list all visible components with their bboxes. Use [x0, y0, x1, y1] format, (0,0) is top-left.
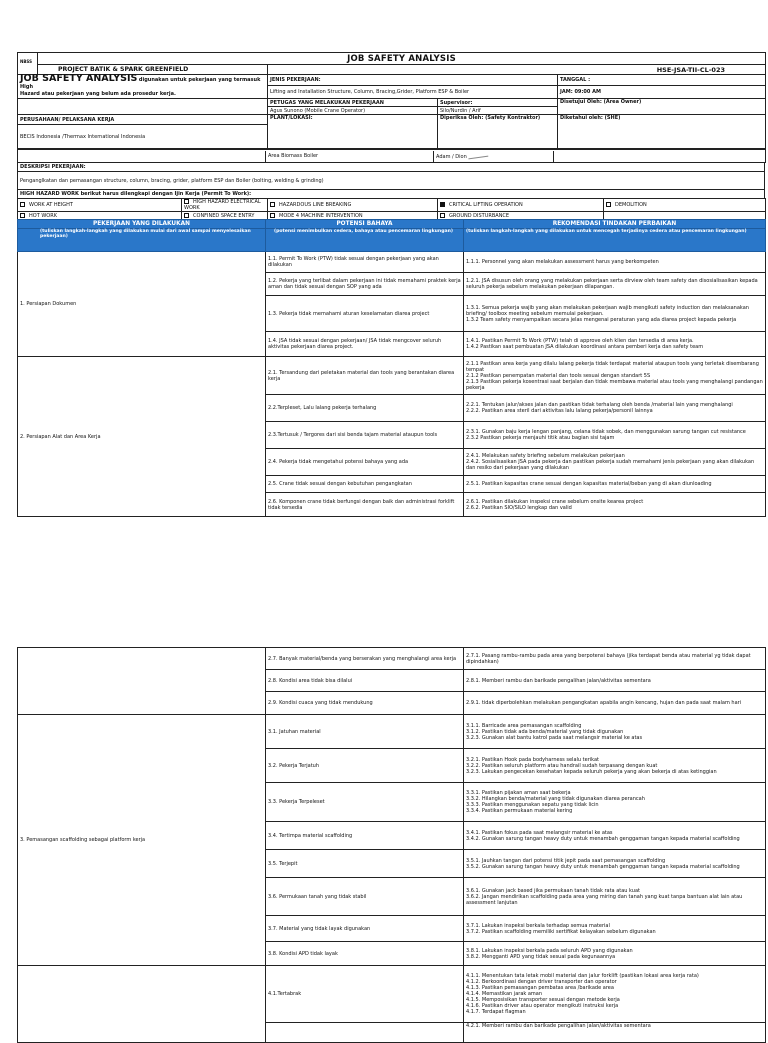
hazard-cell: 3.1. Jatuhan material — [266, 715, 464, 749]
column-subheader-pekerjaan: (tuliskan langkah-langkah yang dilakukan mulai dari awal sampai menyelesaikan pekerjaan) — [18, 229, 266, 252]
perusahaan-label: PERUSAHAAN/ PELAKSANA KERJA — [18, 115, 268, 125]
checkbox-icon[interactable] — [20, 213, 25, 218]
hazard-cell: 2.1. Tersandung dari peletakan material dan tools yang berantakan diarea kerja — [266, 357, 464, 395]
recommendation-cell: 3.8.1. Lakukan inspeksi berkala pada seluruh APD yang digunakan 3.8.2. Mengganti APD yang tidak sesuai pada kegunaannya — [464, 942, 766, 966]
plant-value: Area Biomass Boiler — [266, 151, 434, 163]
hazard-cell: 2.4. Pekerja tidak mengetahui potensi bahaya yang ada — [266, 449, 464, 476]
checkbox-checked-icon[interactable] — [440, 202, 445, 207]
jenis-pekerjaan-value: Lifting and Installation Structure, Column, Bracing,Grider, Platform ESP & Boiler — [268, 85, 558, 98]
hazard-cell: 3.5. Terjepit — [266, 850, 464, 878]
recommendation-cell: 2.5.1. Pastikan kapasitas crane sesuai dengan kapasitas material/beban yang di akan diunloading — [464, 476, 766, 493]
plant-label: PLANT/LOKASI: — [270, 115, 313, 121]
hazard-hot-work[interactable]: HOT WORK — [18, 212, 182, 220]
step-name: 1. Persiapan Dokumen — [18, 252, 266, 357]
analysis-table-page-2 — [17, 647, 766, 1043]
petugas-label: PETUGAS YANG MELAKUKAN PEKERJAAN — [268, 99, 438, 107]
hazard-cell — [266, 1023, 464, 1043]
hazard-cell: 2.8. Kondisi area tidak bisa dilalui — [266, 670, 464, 692]
petugas-value: Agus Sunono (Mobile Crane Operator) — [268, 107, 438, 115]
jsa-page-1 — [17, 52, 765, 535]
hazard-cell: 1.3. Pekerja tidak memahami aturan keselamatan diarea project — [266, 296, 464, 332]
hazard-cell: 3.8. Kondisi APD tidak layak — [266, 942, 464, 966]
hazard-cell: 1.4. JSA tidak sesuai dengan pekerjaan/ JSA tidak mengcover seluruh aktivitas pekerjaan diarea project. — [266, 332, 464, 357]
recommendation-cell: 3.4.1. Pastikan fokus pada saat melangsir material ke atas 3.4.2. Gunakan sarung tangan heavy duty untuk menambah genggaman tangan kepada material scaffolding — [464, 822, 766, 850]
checkbox-icon[interactable] — [184, 199, 189, 204]
jsa-page-2 — [17, 647, 765, 1029]
step-name: 3. Pemasangan scaffolding sebagai platform kerja — [18, 715, 266, 966]
recommendation-cell: 2.7.1. Pasang rambu-rambu pada area yang berpotensi bahaya (jika terdapat benda atau material yg tidak dapat dipindahkan) — [464, 648, 766, 670]
recommendation-cell: 2.6.1. Pastikan dilakukan inspeksi crane sebelum onsite kearea project 2.6.2. Pastikan SIO/SILO lengkap dan valid — [464, 493, 766, 517]
jam-label: JAM: 09:00 AM — [558, 85, 766, 98]
hazard-cell: 1.2. Pekerja yang terlibat dalam pekerjaan ini tidak memahami praktek kerja aman dan tidak sesuai dengan SOP yang ada — [266, 273, 464, 296]
perusahaan-value: BECIS Indonesia /Thermax International Indonesia — [18, 125, 268, 149]
recommendation-cell: 2.3.1. Gunakan baju kerja lengan panjang, celana tidak sobek, dan menggunakan sarung tangan cut resistance 2.3.2 Pastikan pekerja menjauhi titik atau bagian sisi tajam — [464, 422, 766, 449]
company-logo: NBSS — [18, 53, 38, 75]
recommendation-cell: 3.6.1. Gunakan jack based jika permukaan tanah tidak rata atau kuat 3.6.2. Jangan mendirikan scaffolding pada area yang miring dan tanah yang kuat tanpa bantuan alat lain atau assessment lanjutan — [464, 878, 766, 916]
hazard-cell: 3.2. Pekerja Terjatuh — [266, 749, 464, 783]
checkbox-icon[interactable] — [184, 213, 189, 218]
hazard-cell: 2.2.Terpleset, Lalu lalang pekerja terhalang — [266, 395, 464, 422]
hazard-cell: 3.7. Material yang tidak layak digunakan — [266, 916, 464, 942]
hazard-cell: 2.3.Tertusuk / Tergores dari sisi benda tajam material ataupun tools — [266, 422, 464, 449]
checkbox-icon[interactable] — [440, 213, 445, 218]
hazard-cell: 2.5. Crane tidak sesuai dengan kebutuhan pengangkatan — [266, 476, 464, 493]
hazard-cell: 3.3. Pekerja Terpeleset — [266, 783, 464, 822]
hazard-electrical[interactable]: HIGH HAZARD ELECTRICAL WORK — [182, 199, 268, 212]
recommendation-cell: 1.3.1. Semua pekerja wajib yang akan melakukan pekerjaan wajib mengikuti safety induction dan melaksanakan briefing/ toolbox meeting sebelum memulai pekerjaan. 1.3.2 Team safety menyampaikan secara jelas mengenai peraturan yang ada diarea project kepada pekerja — [464, 296, 766, 332]
hazard-cell: 3.6. Permukaan tanah yang tidak stabil — [266, 878, 464, 916]
checkbox-icon[interactable] — [270, 213, 275, 218]
recommendation-cell: 2.8.1. Memberi rambu dan barikade pengalihan jalan/aktivitas sementara — [464, 670, 766, 692]
column-header-potensi: POTENSI BAHAYA — [266, 220, 464, 229]
column-subheader-potensi: (potensi menimbulkan cedera, bahaya atau pencemaran lingkungan) — [266, 229, 464, 252]
document-number: HSE-JSA-TII-CL-023 — [268, 65, 766, 75]
hazard-line-breaking[interactable]: HAZARDOUS LINE BREAKING — [268, 199, 438, 212]
disetujui-label: Disetujui Oleh: (Area Owner) — [558, 99, 766, 115]
tanggal-label: TANGGAL : — [558, 75, 766, 86]
hazard-cell: 2.7. Banyak material/benda yang berserakan yang menghalangi area kerja — [266, 648, 464, 670]
recommendation-cell: 3.5.1. Jauhkan tangan dari potensi titik jepit pada saat pemasangan scaffolding 3.5.2. Gunakan sarung tangan heavy duty untuk menambah genggaman tangan kepada material scaffolding — [464, 850, 766, 878]
supervisor-value: Silo/Nurdin / Arif — [438, 107, 558, 115]
hazard-confined-space[interactable]: CONFINED SPACE ENTRY — [182, 212, 268, 220]
document-title: JOB SAFETY ANALYSIS — [38, 53, 766, 65]
hazard-cell: 1.1. Permit To Work (PTW) tidak sesuai dengan pekerjaan yang akan dilakukan — [266, 252, 464, 273]
checkbox-icon[interactable] — [270, 202, 275, 207]
deskripsi-value: Penganglkatan dan pemasangan structure, column, bracing, grider, platform ESP dan Boiler (bolting, welding & grinding) — [18, 172, 765, 190]
step-name — [18, 648, 266, 715]
hazard-cell: 2.6. Komponen crane tidak berfungsi dengan baik dan administrasi forklift tidak tersedia — [266, 493, 464, 517]
recommendation-cell: 3.3.1. Pastikan pijakan aman saat bekerja 3.3.2. Hilangkan benda/material yang tidak digunakan diarea perancah 3.3.3. Pastikan menggunakan sepatu yang tidak licin 3.3.4. Pastikan permukaan material kering — [464, 783, 766, 822]
recommendation-cell: 4.2.1. Memberi rambu dan barikade pengalihan jalan/aktivitas sementara — [464, 1023, 766, 1043]
recommendation-cell: 2.1.1 Pastikan area kerja yang dilalu lalang pekerja tidak terdapat material ataupun tools yang terletak disembarang tempat 2.1.2 Pastikan penempatan material dan tools sesuai dengan standart 5S 2.1.3 Pastikan pekerja kosentrasi saat berjalan dan tidak membawa material atau tools yang menghalangi pandangan pekerja — [464, 357, 766, 395]
hazard-critical-lifting[interactable]: CRITICAL LIFTING OPERATION — [438, 199, 604, 212]
checkbox-icon[interactable] — [606, 202, 611, 207]
step-name — [18, 966, 266, 1043]
hazard-machine-intervention[interactable]: MODE 4 MACHINE INTERVENTION — [268, 212, 438, 220]
recommendation-cell: 3.2.1. Pastikan Hook pada bodyharness selalu terikat 3.2.2. Pastikan seluruh platform atau handrail sudah terpasang dengan kuat 3.2.3. Lakukan pengecekan kesehatan kepada seluruh pekerja yang akan bekerja di atas ketinggian — [464, 749, 766, 783]
recommendation-cell: 1.2.1. JSA disusun oleh orang yang melakukan pekerjaan serta dirview oleh team safety dan disosialisasikan kepada seluruh pekerja sebelum melakukan pekerjaan dilapangan. — [464, 273, 766, 296]
diperiksa-label: Diperiksa Oleh: (Safety Kontraktor) — [440, 115, 541, 121]
diketahui-label: Diketahui oleh: (SHE) — [560, 115, 621, 121]
high-hazard-work-label: HIGH HAZARD WORK berikut harus dilengkapi dengan Ijin Kerja (Permit To Work): — [18, 190, 765, 199]
jenis-pekerjaan-label: JENIS PEKERJAAN: — [268, 75, 558, 86]
recommendation-cell: 1.1.1. Personnel yang akan melakukan assessment harus yang berkompeten — [464, 252, 766, 273]
recommendation-cell: 3.7.1. Lakukan inspeksi berkala terhadap semua material 3.7.2. Pastikan scaffolding memiliki sertifikat kelayakan sebelum digunakan — [464, 916, 766, 942]
step-name: 2. Persiapan Alat dan Area Kerja — [18, 357, 266, 517]
signature-mark — [468, 151, 489, 160]
project-name: PROJECT BATIK & SPARK GREENFIELD — [38, 65, 268, 75]
recommendation-cell: 3.1.1. Barricade area pemasangan scaffolding 3.1.2. Pastikan tidak ada benda/material yang tidak digunakan 3.2.3. Gunakan alat bantu katrol pada saat melangsir material ke atas — [464, 715, 766, 749]
recommendation-cell: 2.4.1. Melakukan safety briefing sebelum melakukan pekerjaan 2.4.2. Sosialisasikan JSA pada pekerja dan pastikan pekerja sudah memahami jenis pekerjaan yang akan dilakukan dan resiko dari pekerjaan yang dilakukan — [464, 449, 766, 476]
recommendation-cell: 4.1.1. Menentukan tata letak mobil material dan jalur forklift (pastikan lokasi area kerja rata) 4.1.2. Berkoordinasi dengan driver transporter dan operator 4.1.3. Pastikan pemasangan pembatas area /barikade area 4.1.4. Memastikan jarak aman 4.1.5. Memposisikan transporter sesuai dengan metode kerja 4.1.6. Pastikan driver atau operator mengikuti instruksi kerja 4.1.7. Terdapat flagman — [464, 966, 766, 1023]
recommendation-cell: 2.2.1. Tentukan jalur/akses jalan dan pastikan tidak terhalang oleh benda /material lain yang menghalangi 2.2.2. Pastikan area steril dari aktivitas lalu lalang pekerja/personil lainnya — [464, 395, 766, 422]
jsa-header-table — [17, 52, 766, 150]
hazard-cell: 2.9. Kondisi cuaca yang tidak mendukung — [266, 692, 464, 715]
deskripsi-table — [17, 162, 765, 199]
column-subheader-rekomendasi: (tuliskan langkah-langkah yang dilakukan untuk mencegah terjadinya cedera atau pencemaran lingkungan) — [464, 229, 766, 252]
hazard-cell: 4.1.Tertabrak — [266, 966, 464, 1023]
jsa-definition: JOB SAFETY ANALYSIS digunakan untuk pekerjaan yang termasuk High Hazard atau pekerjaan yang belum ada prosedur kerja. — [18, 75, 268, 99]
recommendation-cell: 2.9.1. tidak diperbolehkan melakukan pengangkatan apabila angin kencang, hujan dan pada saat malam hari — [464, 692, 766, 715]
hazard-demolition[interactable]: DEMOLITION — [604, 199, 766, 212]
column-header-rekomendasi: REKOMENDASI TINDAKAN PERBAIKAN — [464, 220, 766, 229]
hazard-cell: 3.4. Tertimpa material scaffolding — [266, 822, 464, 850]
column-header-pekerjaan: PEKERJAAN YANG DILAKUKAN — [18, 220, 266, 229]
hazard-work-at-height[interactable]: WORK AT HEIGHT — [18, 199, 182, 212]
hazard-checklist — [17, 198, 766, 220]
hazard-ground-disturbance[interactable]: GROUND DISTURBANCE — [438, 212, 604, 220]
checkbox-icon[interactable] — [20, 202, 25, 207]
supervisor-label: Supervisor: — [438, 99, 558, 107]
recommendation-cell: 1.4.1. Pastikan Permit To Work (PTW) telah di approve oleh klien dan tersedia di area kerja. 1.4.2 Pastikan saat pembuatan JSA dilakukan koordinasi antara pemberi kerja dan safety team — [464, 332, 766, 357]
diperiksa-value: Adam / Dion — [436, 154, 467, 161]
deskripsi-label: DESKRIPSI PEKERJAAN: — [18, 163, 765, 172]
analysis-table-page-1 — [17, 219, 766, 517]
